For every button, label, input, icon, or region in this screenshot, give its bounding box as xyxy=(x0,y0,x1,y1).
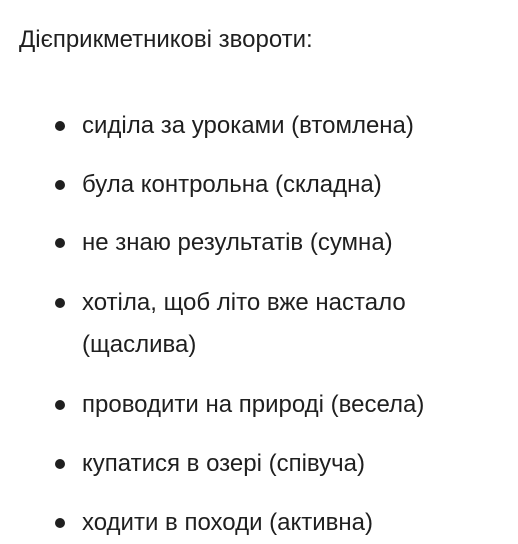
list-item-text xyxy=(82,443,512,485)
bullet-icon xyxy=(55,121,65,131)
list-item-line: хотіла, щоб літо вже настало xyxy=(82,289,406,316)
bullet-icon xyxy=(55,238,65,248)
list-item-text xyxy=(82,282,512,366)
list-item-line: не знаю результатів (сумна) xyxy=(82,229,393,256)
list-item-line: (щаслива) xyxy=(82,331,197,358)
bullet-icon xyxy=(55,518,65,528)
bullet-icon xyxy=(55,298,65,308)
section-heading: Дієприкметникові звороти: xyxy=(19,26,313,53)
list-item-text xyxy=(82,502,512,544)
list-item-line: купатися в озері (співуча) xyxy=(82,450,365,477)
list-item-line: була контрольна (складна) xyxy=(82,171,382,198)
bullet-icon xyxy=(55,180,65,190)
list-item-line: проводити на природі (весела) xyxy=(82,391,425,418)
list-item-text xyxy=(82,384,512,426)
list-item-text xyxy=(82,164,512,206)
list-item-text xyxy=(82,105,512,147)
bullet-icon xyxy=(55,400,65,410)
list-item-text xyxy=(82,222,512,264)
list-item-line: сиділа за уроками (втомлена) xyxy=(82,112,414,139)
list-item-line: ходити в походи (активна) xyxy=(82,509,373,536)
bullet-icon xyxy=(55,459,65,469)
